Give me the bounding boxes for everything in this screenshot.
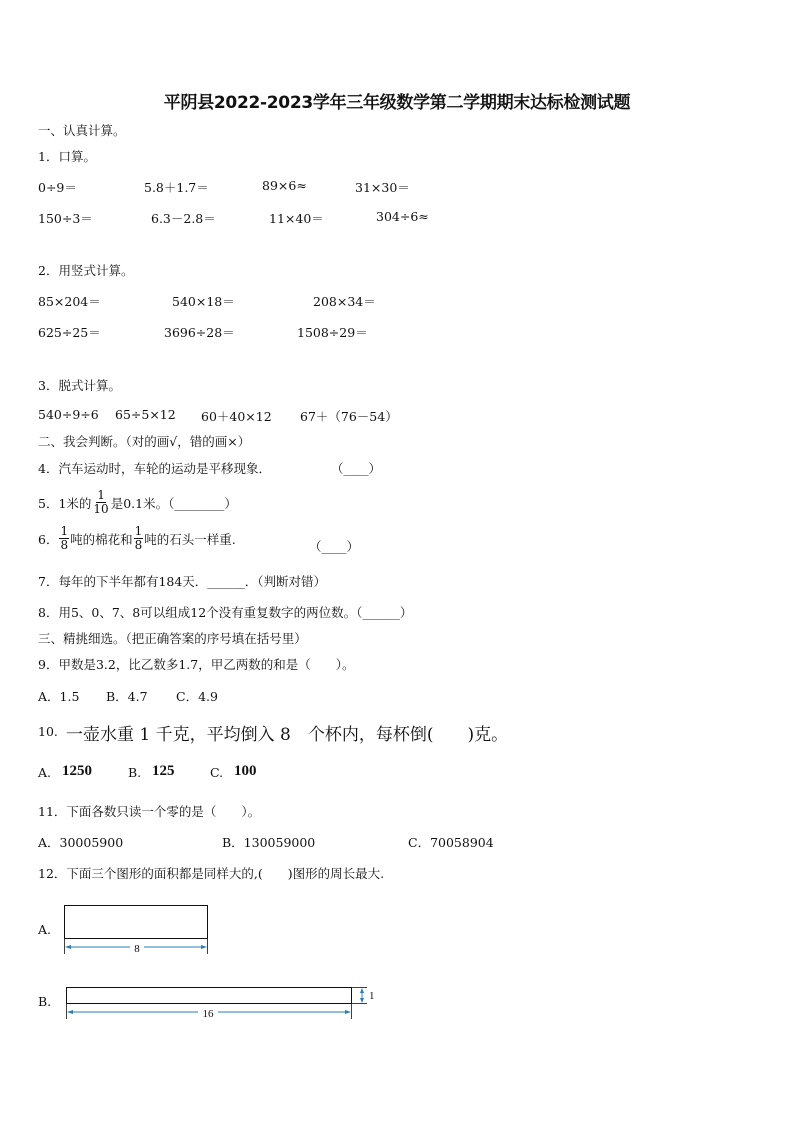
q4-text: 4．汽车运动时，车轮的运动是平移现象． [38, 461, 271, 476]
q9-text: 9．甲数是3.2，比乙数多1.7，甲乙两数的和是（ ）。 [38, 657, 355, 672]
q2-item: 625÷25＝ [38, 325, 101, 340]
q1-item: 6.3－2.8＝ [151, 211, 216, 226]
q10-option-letter: B. [128, 765, 142, 780]
q3-label: 3．脱式计算。 [38, 378, 121, 393]
q11-option: A．30005900 [38, 835, 124, 850]
figure-a-rectangle [60, 900, 215, 960]
q6-blank: （____） [309, 539, 360, 554]
q6-post: 吨的石头一样重. [144, 531, 236, 547]
q10-option-value: 1250 [62, 763, 92, 779]
q9-option: B．4.7 [106, 689, 148, 704]
q11-option: B．130059000 [222, 835, 316, 850]
q5-fraction [92, 489, 109, 516]
q10-text: 一壶水重 1 千克，平均倒入 8 个杯内，每杯倒( )克。 [66, 725, 509, 745]
q1-item: 0÷9＝ [38, 180, 77, 195]
fraction-numerator: 1 [60, 524, 69, 538]
q5 [38, 489, 237, 516]
q2-label: 2．用竖式计算。 [38, 263, 134, 278]
figure-b-label: B. [38, 994, 52, 1009]
q10-option-letter: C. [210, 765, 224, 780]
q1-label: 1．口算。 [38, 149, 96, 164]
q3-item: 540÷9÷6 [38, 407, 99, 422]
q1-item: 89×6≈ [262, 178, 307, 193]
q2-item: 208×34＝ [313, 294, 376, 309]
section-1-heading: 一、认真计算。 [38, 123, 126, 138]
q3-item: 65÷5×12 [115, 407, 176, 422]
q2-item: 3696÷28＝ [164, 325, 235, 340]
q1-item: 304÷6≈ [376, 209, 429, 224]
q2-item: 1508÷29＝ [297, 325, 368, 340]
q11-text: 11．下面各数只读一个零的是（ ）。 [38, 804, 261, 819]
page-title: 平阴县2022-2023学年三年级数学第二学期期末达标检测试题 [163, 93, 631, 113]
q10-option-value: 100 [234, 763, 257, 779]
fraction-denominator: 10 [93, 502, 109, 516]
q10-option-value: 125 [152, 763, 175, 779]
q4-blank: （____） [331, 461, 382, 476]
q1-item: 31×30＝ [355, 180, 410, 195]
fraction-numerator: 1 [97, 488, 105, 502]
figure-a-label: A. [38, 922, 52, 937]
q7-text: 7．每年的下半年都有184天．______．（判断对错） [38, 574, 327, 589]
fraction-numerator: 1 [134, 524, 143, 538]
q10-option-letter: A. [38, 765, 52, 780]
section-2-heading: 二、我会判断。（对的画√，错的画×） [38, 434, 251, 449]
figure-b-height-label: 1 [369, 990, 375, 1002]
figure-b-rectangle [60, 982, 380, 1024]
q2-item: 85×204＝ [38, 294, 101, 309]
section-3-heading: 三、精挑细选。（把正确答案的序号填在括号里） [38, 631, 307, 646]
q12-text: 12．下面三个图形的面积都是同样大的,( )图形的周长最大. [38, 866, 385, 881]
fraction-denominator: 8 [60, 538, 69, 552]
q6-fraction-2 [134, 525, 144, 552]
q9-option: A．1.5 [38, 689, 80, 704]
figure-b-width-label: 16 [202, 1008, 214, 1020]
q6 [38, 525, 236, 552]
q6-mid: 吨的棉花和 [70, 531, 133, 547]
q3-item: 60＋40×12 [201, 409, 272, 424]
q1-item: 11×40＝ [269, 211, 324, 226]
figure-a-width-label: 8 [134, 943, 140, 955]
q6-fraction-1 [59, 525, 69, 552]
q5-pre: 5．1米的 [38, 495, 92, 511]
q10-number: 10. [38, 724, 58, 739]
q1-item: 150÷3＝ [38, 211, 93, 226]
q9-option: C．4.9 [176, 689, 218, 704]
fraction-denominator: 8 [134, 538, 143, 552]
q1-item: 5.8＋1.7＝ [144, 180, 209, 195]
q11-option: C．70058904 [408, 835, 494, 850]
q6-pre: 6． [38, 531, 59, 547]
q3-item: 67＋（76－54） [300, 409, 398, 424]
q5-post: 是0.1米。（________） [110, 495, 237, 511]
q8-text: 8．用5、0、7、8可以组成12个没有重复数字的两位数。（______） [38, 605, 413, 620]
q2-item: 540×18＝ [172, 294, 235, 309]
